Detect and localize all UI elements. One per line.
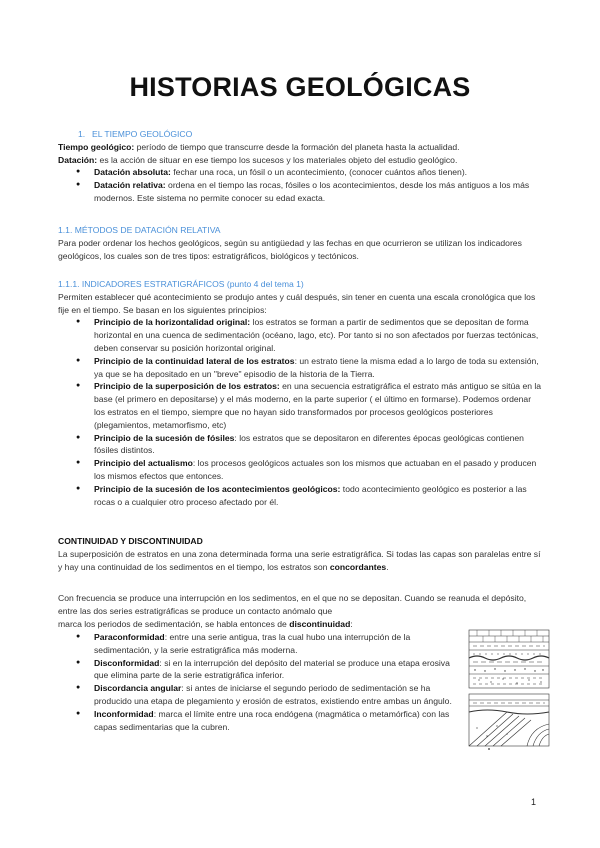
- section-1-1-1-heading: 1.1.1. INDICADORES ESTRATIGRÁFICOS (punto 4 del tema 1): [58, 279, 304, 289]
- page-title: HISTORIAS GEOLÓGICAS: [129, 72, 471, 102]
- continuidad-p2b: marca los periodos de sedimentación, se habla entonces de discontinuidad:: [58, 618, 353, 629]
- continuidad-p1: La superposición de estratos en una zona determinada forma una serie estratigráfica. Si todas las capas son paralelas entre sí y hay una continuidad de los sedimentos en el tiempo, los estratos son concordantes.: [58, 548, 541, 572]
- list-item: ● Principio de la continuidad lateral de los estratos: un estrato tiene la misma edad a lo largo de toda su extensión, ya que se ha depositado en un "breve" episodio de la historia de la Tierra.: [58, 355, 542, 381]
- layered-strata-illustration: [469, 630, 549, 688]
- continuidad-p2a: Con frecuencia se produce una interrupción en los sedimentos, en el que no se depositan. Cuando se reanuda el depósito, entre las dos series estratigráficas se produce un contacto anómalo que: [58, 593, 527, 616]
- continuidad-section: [58, 535, 542, 573]
- section-1-1-1-intro: Permiten establecer qué acontecimiento se produjo antes y cuál después, sin tener en cuenta una escala cronológica que los fije en el tiempo. Se basan en los siguientes principios:: [58, 291, 536, 315]
- section-1-1-1: [58, 278, 542, 508]
- def-datacion: Datación: es la acción de situar en ese tiempo los sucesos y los materiales objeto del estudio geológico.: [58, 154, 458, 165]
- section-1-1-heading: 1.1. MÉTODOS DE DATACIÓN RELATIVA: [58, 225, 221, 235]
- continuidad-p2: [58, 592, 542, 630]
- discontinuity-list: [58, 631, 458, 733]
- list-item: ● Principio de la horizontalidad original: los estratos se forman a partir de sedimentos que se depositan de forma horizontal en una cuenca de sedimentación (océano, lago, etc). Por tanto si no son afectados por fuerzas tectónicas, deben conservar su posición horizontal original.: [58, 316, 542, 354]
- list-item: ● Datación relativa: ordena en el tiempo las rocas, fósiles o los acontecimientos, desde los más antiguos a los más modernos. Este sistema no permite conocer su edad exacta.: [58, 179, 542, 205]
- discontinuity-section: [58, 631, 458, 733]
- list-item: ● Disconformidad: si en la interrupción del depósito del material se produce una etapa erosiva que elimina parte de la serie estratigráfica inferior.: [58, 657, 458, 683]
- principles-list: [58, 316, 542, 508]
- continuidad-heading: CONTINUIDAD Y DISCONTINUIDAD: [58, 536, 203, 546]
- list-item: ● Principio de la sucesión de los acontecimientos geológicos: todo acontecimiento geológico es posterior a las rocas o a cualquier otro proceso afectado por él.: [58, 483, 542, 509]
- section-1-1: [58, 224, 542, 262]
- list-item: ● Datación absoluta: fechar una roca, un fósil o un acontecimiento, (conocer cuántos años tienen).: [58, 166, 542, 179]
- def-tiempo: Tiempo geológico: período de tiempo que transcurre desde la formación del planeta hasta la actualidad.: [58, 141, 460, 152]
- datacion-list: [58, 166, 542, 204]
- list-item: ● Inconformidad: marca el límite entre una roca endógena (magmática o metamórfica) con las capas sedimentarias que la cubren.: [58, 708, 458, 734]
- section-1: [58, 128, 542, 205]
- diagram-dot: [488, 748, 490, 750]
- list-item: ● Principio de la sucesión de fósiles: los estratos que se depositaron en diferentes épocas geológicas contienen fósiles distintos.: [58, 432, 542, 458]
- list-item: ● Principio del actualismo: los procesos geológicos actuales son los mismos que actuaban en el pasado y producen los mismos efectos que entonces.: [58, 457, 542, 483]
- discontinuity-diagram: [467, 628, 551, 752]
- list-item: ● Discordancia angular: si antes de iniciarse el segundo periodo de sedimentación se ha producido una etapa de plegamiento y erosión de estratos, existiendo entre ambas un ángulo.: [58, 682, 458, 708]
- list-item: ● Paraconformidad: entre una serie antigua, tras la cual hubo una interrupción de la sedimentación, y la serie estratigráfica más moderna.: [58, 631, 458, 657]
- list-item: ● Principio de la superposición de los estratos: en una secuencia estratigráfica el estrato más antiguo se sitúa en la base (el primero en depositarse) y el más moderno, en la parte superior ( el último en formarse). Podemos ordenar los estratos en el tiempo, siempre que no hayan sido transformados por procesos geológicos posteriores (plegamientos, metamorfismo, etc): [58, 380, 542, 431]
- section-1-heading: 1. EL TIEMPO GEOLÓGICO: [78, 129, 193, 139]
- page-number: 1: [530, 797, 536, 807]
- angular-unconformity-illustration: [469, 694, 549, 746]
- section-1-1-text: Para poder ordenar los hechos geológicos, según su antigüedad y las fechas en que ocurrieron se utilizan los indicadores geológicos, los cuales son de tres tipos: estratigráficos, biológicos y tectónicos.: [58, 237, 522, 261]
